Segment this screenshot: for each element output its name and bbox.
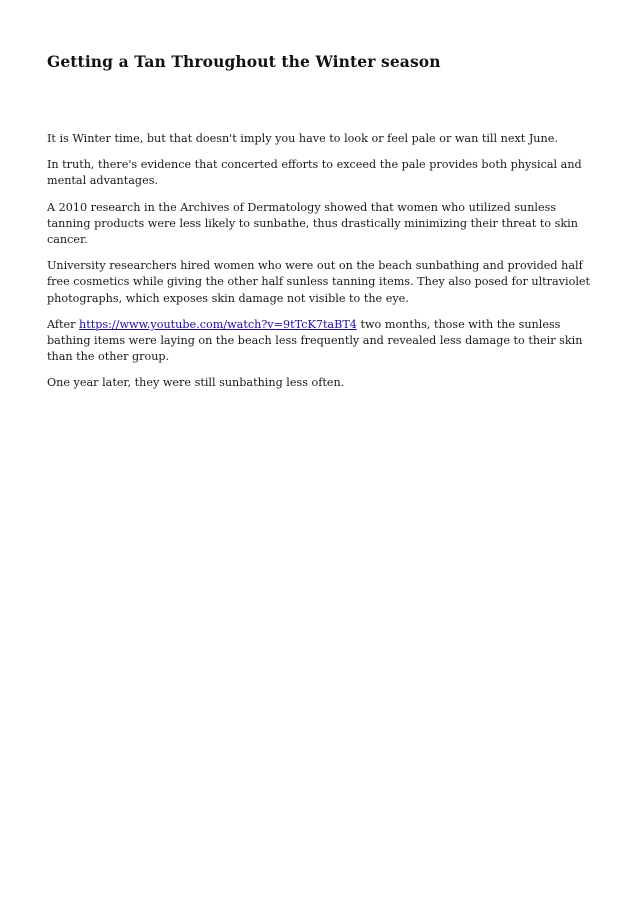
paragraph-closing: One year later, they were still sunbathing less often. [47,376,345,390]
paragraph-research: A 2010 research in the Archives of Dermatology showed that women who utilized sunless tanning products were less likely to sunbathe, thus drastically minimizing their threat to skin cancer. [47,200,578,247]
document-page [47,52,595,402]
paragraph-results [47,317,595,366]
paragraph-intro: It is Winter time, but that doesn't imply you have to look or feel pale or wan till next June. [47,132,558,145]
paragraph-results-after: two months, those with the sunless bathing items were laying on the beach less frequently and revealed less damage to their skin than the other group. [47,317,583,364]
youtube-link[interactable]: https://www.youtube.com/watch?v=9tTcK7taBT4 [79,317,357,331]
paragraph-evidence: In truth, there's evidence that concerted efforts to exceed the pale provides both physical and mental advantages. [47,158,582,188]
paragraph-results-before: After [47,317,80,331]
paragraph-university: University researchers hired women who were out on the beach sunbathing and provided half free cosmetics while giving the other half sunless tanning items. They also posed for ultraviolet photographs, which exposes skin damage not visible to the eye. [47,259,591,305]
page-title: Getting a Tan Throughout the Winter season [47,52,441,71]
